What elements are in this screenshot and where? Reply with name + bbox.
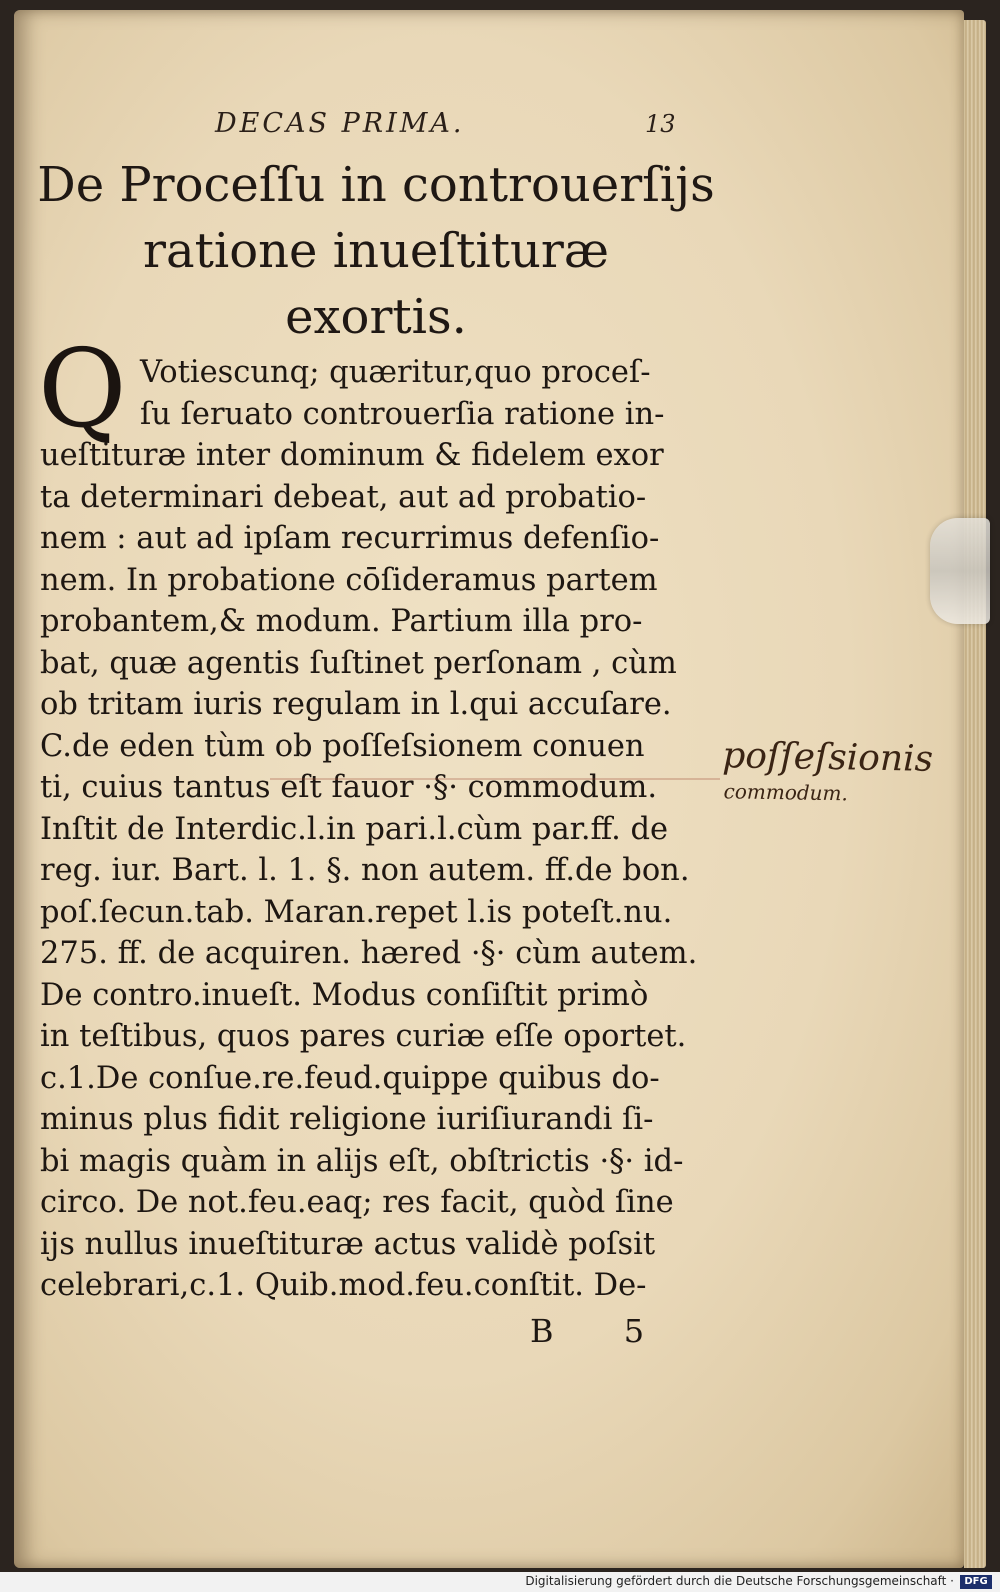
dfg-logo: DFG <box>960 1575 992 1589</box>
page-clip <box>930 518 990 624</box>
text-line: Votiescunq; quæritur,quo proceſ- <box>140 355 651 390</box>
text-line: nem : aut ad ipſam recurrimus defenſio- <box>40 521 660 556</box>
margin-note-line-2: commodum. <box>723 779 849 806</box>
text-line: nem. In probatione cōſideramus partem <box>40 562 658 598</box>
drop-capital: Q <box>38 327 127 452</box>
text-line: ob tritam iuris regulam in l.qui accuſare. <box>40 687 672 722</box>
chapter-heading <box>36 152 716 350</box>
handwritten-margin-note <box>721 736 933 810</box>
signature-mark: B 5 <box>530 1312 675 1350</box>
page-edge-stack <box>964 20 986 1568</box>
margin-note-line-1: poſſeſsionis <box>721 735 934 780</box>
footer-bar <box>0 1572 1000 1592</box>
text-line: minus plus fidit religione iuriſiurandi ſi- <box>40 1102 654 1137</box>
running-head <box>215 108 715 139</box>
text-line: probantem,& modum. Partium illa pro- <box>40 604 643 639</box>
text-line: ſu ſeruato controuerſia ratione in- <box>140 396 665 432</box>
text-line: ijs nullus inueſtituræ actus validè poſsit <box>40 1226 656 1262</box>
running-head-title: DECAS PRIMA. <box>215 108 465 139</box>
heading-line-3: exortis. <box>285 289 467 345</box>
text-line: c.1.De conſue.re.feud.quippe quibus do- <box>40 1060 660 1096</box>
text-line: celebrari,c.1. Quib.mod.feu.conſtit. De- <box>40 1268 647 1303</box>
page-number: 13 <box>645 110 676 138</box>
text-line: poſ.ſecun.tab. Maran.repet l.is poteſt.nu. <box>40 894 673 930</box>
text-line: ti, cuius tantus eſt fauor ·§· commodum. <box>40 770 658 805</box>
text-line: ta determinari debeat, aut ad probatio- <box>40 479 647 515</box>
heading-line-2: ratione inueſtituræ <box>143 223 609 279</box>
text-line: 275. ff. de acquiren. hæred ·§· cùm autem. <box>40 936 698 971</box>
text-line: De contro.inueſt. Modus conſiſtit primò <box>40 977 649 1013</box>
text-line: ueſtituræ inter dominum & fidelem exor <box>40 438 664 473</box>
body-text <box>40 352 712 1307</box>
text-line: bat, quæ agentis ſuſtinet perſonam , cùm <box>40 645 677 681</box>
underline-mark <box>270 778 720 780</box>
funding-credit: Digitalisierung gefördert durch die Deutsche Forschungsgemeinschaft · <box>525 1574 954 1588</box>
text-line: reg. iur. Bart. l. 1. §. non autem. ff.de bon. <box>40 853 690 888</box>
text-line: Inſtit de Interdic.l.in pari.l.cùm par.ff. de <box>40 811 669 847</box>
heading-line-1: De Proceſſu in controuerſijs <box>37 157 715 213</box>
text-line: C.de eden tùm ob poſſeſsionem conuen <box>40 728 645 764</box>
text-line: in teſtibus, quos pares curiæ eſſe oportet. <box>40 1019 687 1054</box>
text-line: circo. De not.feu.eaq; res facit, quòd ſine <box>40 1185 674 1220</box>
text-line: bi magis quàm in alijs eſt, obſtrictis ·§· id- <box>40 1143 684 1179</box>
